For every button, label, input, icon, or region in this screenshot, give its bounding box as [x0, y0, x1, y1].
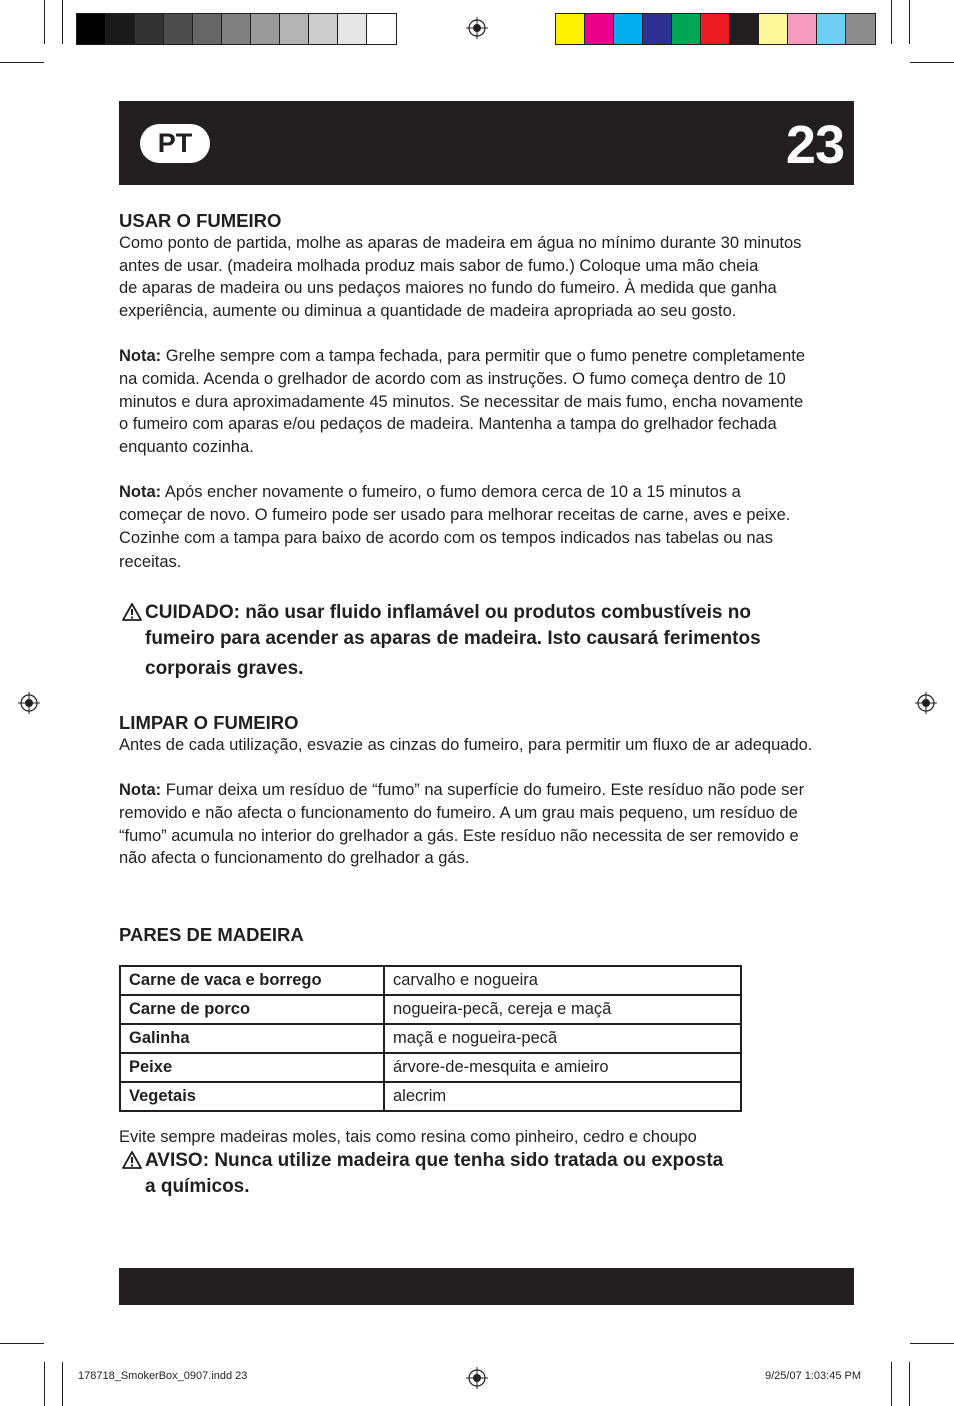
swatch	[367, 14, 396, 44]
crop-mark	[62, 1362, 63, 1406]
note-paragraph	[119, 345, 859, 368]
food-cell: Carne de vaca e borrego	[120, 966, 384, 995]
paragraph-line: Antes de cada utilização, esvazie as cinzas do fumeiro, para permitir um fluxo de ar adequado.	[119, 735, 813, 754]
swatch	[280, 14, 309, 44]
note-label: Nota:	[119, 781, 162, 800]
paragraph-line: minutos e dura aproximadamente 45 minutos. Se necessitar de mais fumo, encha novamente	[119, 392, 804, 411]
page-number: 23	[785, 115, 844, 175]
paragraph-line: “fumo” acumula no interior do grelhador a gás. Este resíduo não necessita de ser removido e	[119, 826, 799, 845]
swatch	[135, 14, 164, 44]
crop-mark	[44, 1362, 45, 1406]
language-code: PT	[157, 128, 193, 158]
registration-mark-icon	[915, 692, 937, 714]
swatch	[614, 14, 643, 44]
swatch	[701, 14, 730, 44]
wood-cell: alecrim	[384, 1082, 741, 1111]
note-label: Nota:	[119, 483, 162, 502]
swatch	[77, 14, 106, 44]
crop-mark	[891, 0, 892, 44]
section-title-usar: USAR O FUMEIRO	[119, 210, 282, 231]
wood-pairing-table	[119, 965, 742, 1112]
swatch	[643, 14, 672, 44]
swatch	[556, 14, 585, 44]
swatch	[193, 14, 222, 44]
gray-swatch-bar	[76, 13, 397, 45]
food-cell: Carne de porco	[120, 995, 384, 1024]
language-badge	[140, 124, 210, 163]
food-cell: Galinha	[120, 1024, 384, 1053]
warning-triangle-icon	[119, 1151, 145, 1169]
paragraph-line: de aparas de madeira ou uns pedaços maiores no fundo do fumeiro. À medida que ganha	[119, 279, 777, 298]
paragraph-line: não afecta o funcionamento do grelhador a gás.	[119, 849, 470, 868]
warning-line: AVISO: Nunca utilize madeira que tenha sido tratada ou exposta	[145, 1150, 724, 1172]
crop-mark	[0, 1343, 44, 1344]
color-swatch-bar	[555, 13, 876, 45]
warning-block	[119, 1148, 859, 1200]
section-title-limpar: LIMPAR O FUMEIRO	[119, 711, 299, 733]
page-content	[119, 210, 859, 1200]
swatch	[759, 14, 788, 44]
crop-mark	[891, 1362, 892, 1406]
food-cell: Vegetais	[120, 1082, 384, 1111]
swatch	[788, 14, 817, 44]
note-text: Grelhe sempre com a tampa fechada, para permitir que o fumo penetre completamente	[161, 347, 806, 366]
caution-line: fumeiro para acender as aparas de madeira. Isto causará ferimentos	[145, 627, 761, 649]
registration-mark-icon	[466, 17, 488, 39]
note-paragraph	[119, 481, 859, 504]
table-row	[120, 966, 741, 995]
paragraph-line: Cozinhe com a tampa para baixo de acordo com os tempos indicados nas tabelas ou nas	[119, 528, 773, 547]
swatch	[672, 14, 701, 44]
wood-cell: árvore-de-mesquita e amieiro	[384, 1053, 741, 1082]
swatch	[846, 14, 875, 44]
paragraph-line: experiência, aumente ou diminua a quantidade de madeira apropriada ao seu gosto.	[119, 301, 737, 320]
crop-mark	[910, 1343, 954, 1344]
food-cell: Peixe	[120, 1053, 384, 1082]
crop-mark	[44, 0, 45, 44]
crop-mark	[0, 62, 44, 63]
swatch	[106, 14, 135, 44]
section-title-pares: PARES DE MADEIRA	[119, 923, 304, 945]
wood-cell: maçã e nogueira-pecã	[384, 1024, 741, 1053]
note-text: Fumar deixa um resíduo de “fumo” na superfície do fumeiro. Este resíduo não pode ser	[161, 781, 805, 800]
swatch	[585, 14, 614, 44]
warning-triangle-icon	[119, 603, 145, 621]
registration-mark-icon	[18, 692, 40, 714]
wood-cell: nogueira-pecã, cereja e maçã	[384, 995, 741, 1024]
file-slug: 178718_SmokerBox_0907.indd 23	[78, 1370, 248, 1382]
table-row	[120, 995, 741, 1024]
warning-line: a químicos.	[145, 1176, 250, 1198]
crop-mark	[62, 0, 63, 44]
header-band	[119, 101, 854, 185]
crop-mark	[910, 62, 954, 63]
swatch	[338, 14, 367, 44]
crop-mark	[909, 0, 910, 44]
paragraph-line: antes de usar. (madeira molhada produz mais sabor de fumo.) Coloque uma mão cheia	[119, 256, 759, 275]
table-row	[120, 1024, 741, 1053]
paragraph-line: na comida. Acenda o grelhador de acordo com as instruções. O fumo começa dentro de 10	[119, 369, 786, 388]
caution-line: CUIDADO: não usar fluido inflamável ou produtos combustíveis no	[145, 601, 751, 623]
table-row	[120, 1082, 741, 1111]
registration-mark-icon	[466, 1367, 488, 1389]
paragraph-line: enquanto cozinha.	[119, 437, 254, 456]
swatch	[730, 14, 759, 44]
paragraph-line: receitas.	[119, 553, 182, 572]
paragraph-line: o fumeiro com aparas e/ou pedaços de madeira. Mantenha a tampa do grelhador fechada	[119, 415, 777, 434]
caution-line: corporais graves.	[145, 657, 304, 679]
table-row	[120, 1053, 741, 1082]
note-label: Nota:	[119, 347, 162, 366]
paragraph-line: removido e não afecta o funcionamento do fumeiro. A um grau mais pequeno, um resíduo de	[119, 803, 798, 822]
paragraph-line: começar de novo. O fumeiro pode ser usado para melhorar receitas de carne, aves e peixe.	[119, 505, 791, 524]
swatch	[309, 14, 338, 44]
note-paragraph	[119, 779, 859, 802]
footer-band	[119, 1268, 854, 1305]
swatch	[251, 14, 280, 44]
caution-block	[119, 600, 859, 682]
paragraph-line: Como ponto de partida, molhe as aparas de madeira em água no mínimo durante 30 minutos	[119, 234, 802, 252]
wood-cell: carvalho e nogueira	[384, 966, 741, 995]
swatch	[222, 14, 251, 44]
note-text: Após encher novamente o fumeiro, o fumo demora cerca de 10 a 15 minutos a	[161, 483, 741, 502]
swatch	[164, 14, 193, 44]
crop-mark	[909, 1362, 910, 1406]
avoid-softwood-note: Evite sempre madeiras moles, tais como resina como pinheiro, cedro e choupo	[119, 1127, 697, 1146]
swatch	[817, 14, 846, 44]
date-slug: 9/25/07 1:03:45 PM	[765, 1370, 862, 1382]
